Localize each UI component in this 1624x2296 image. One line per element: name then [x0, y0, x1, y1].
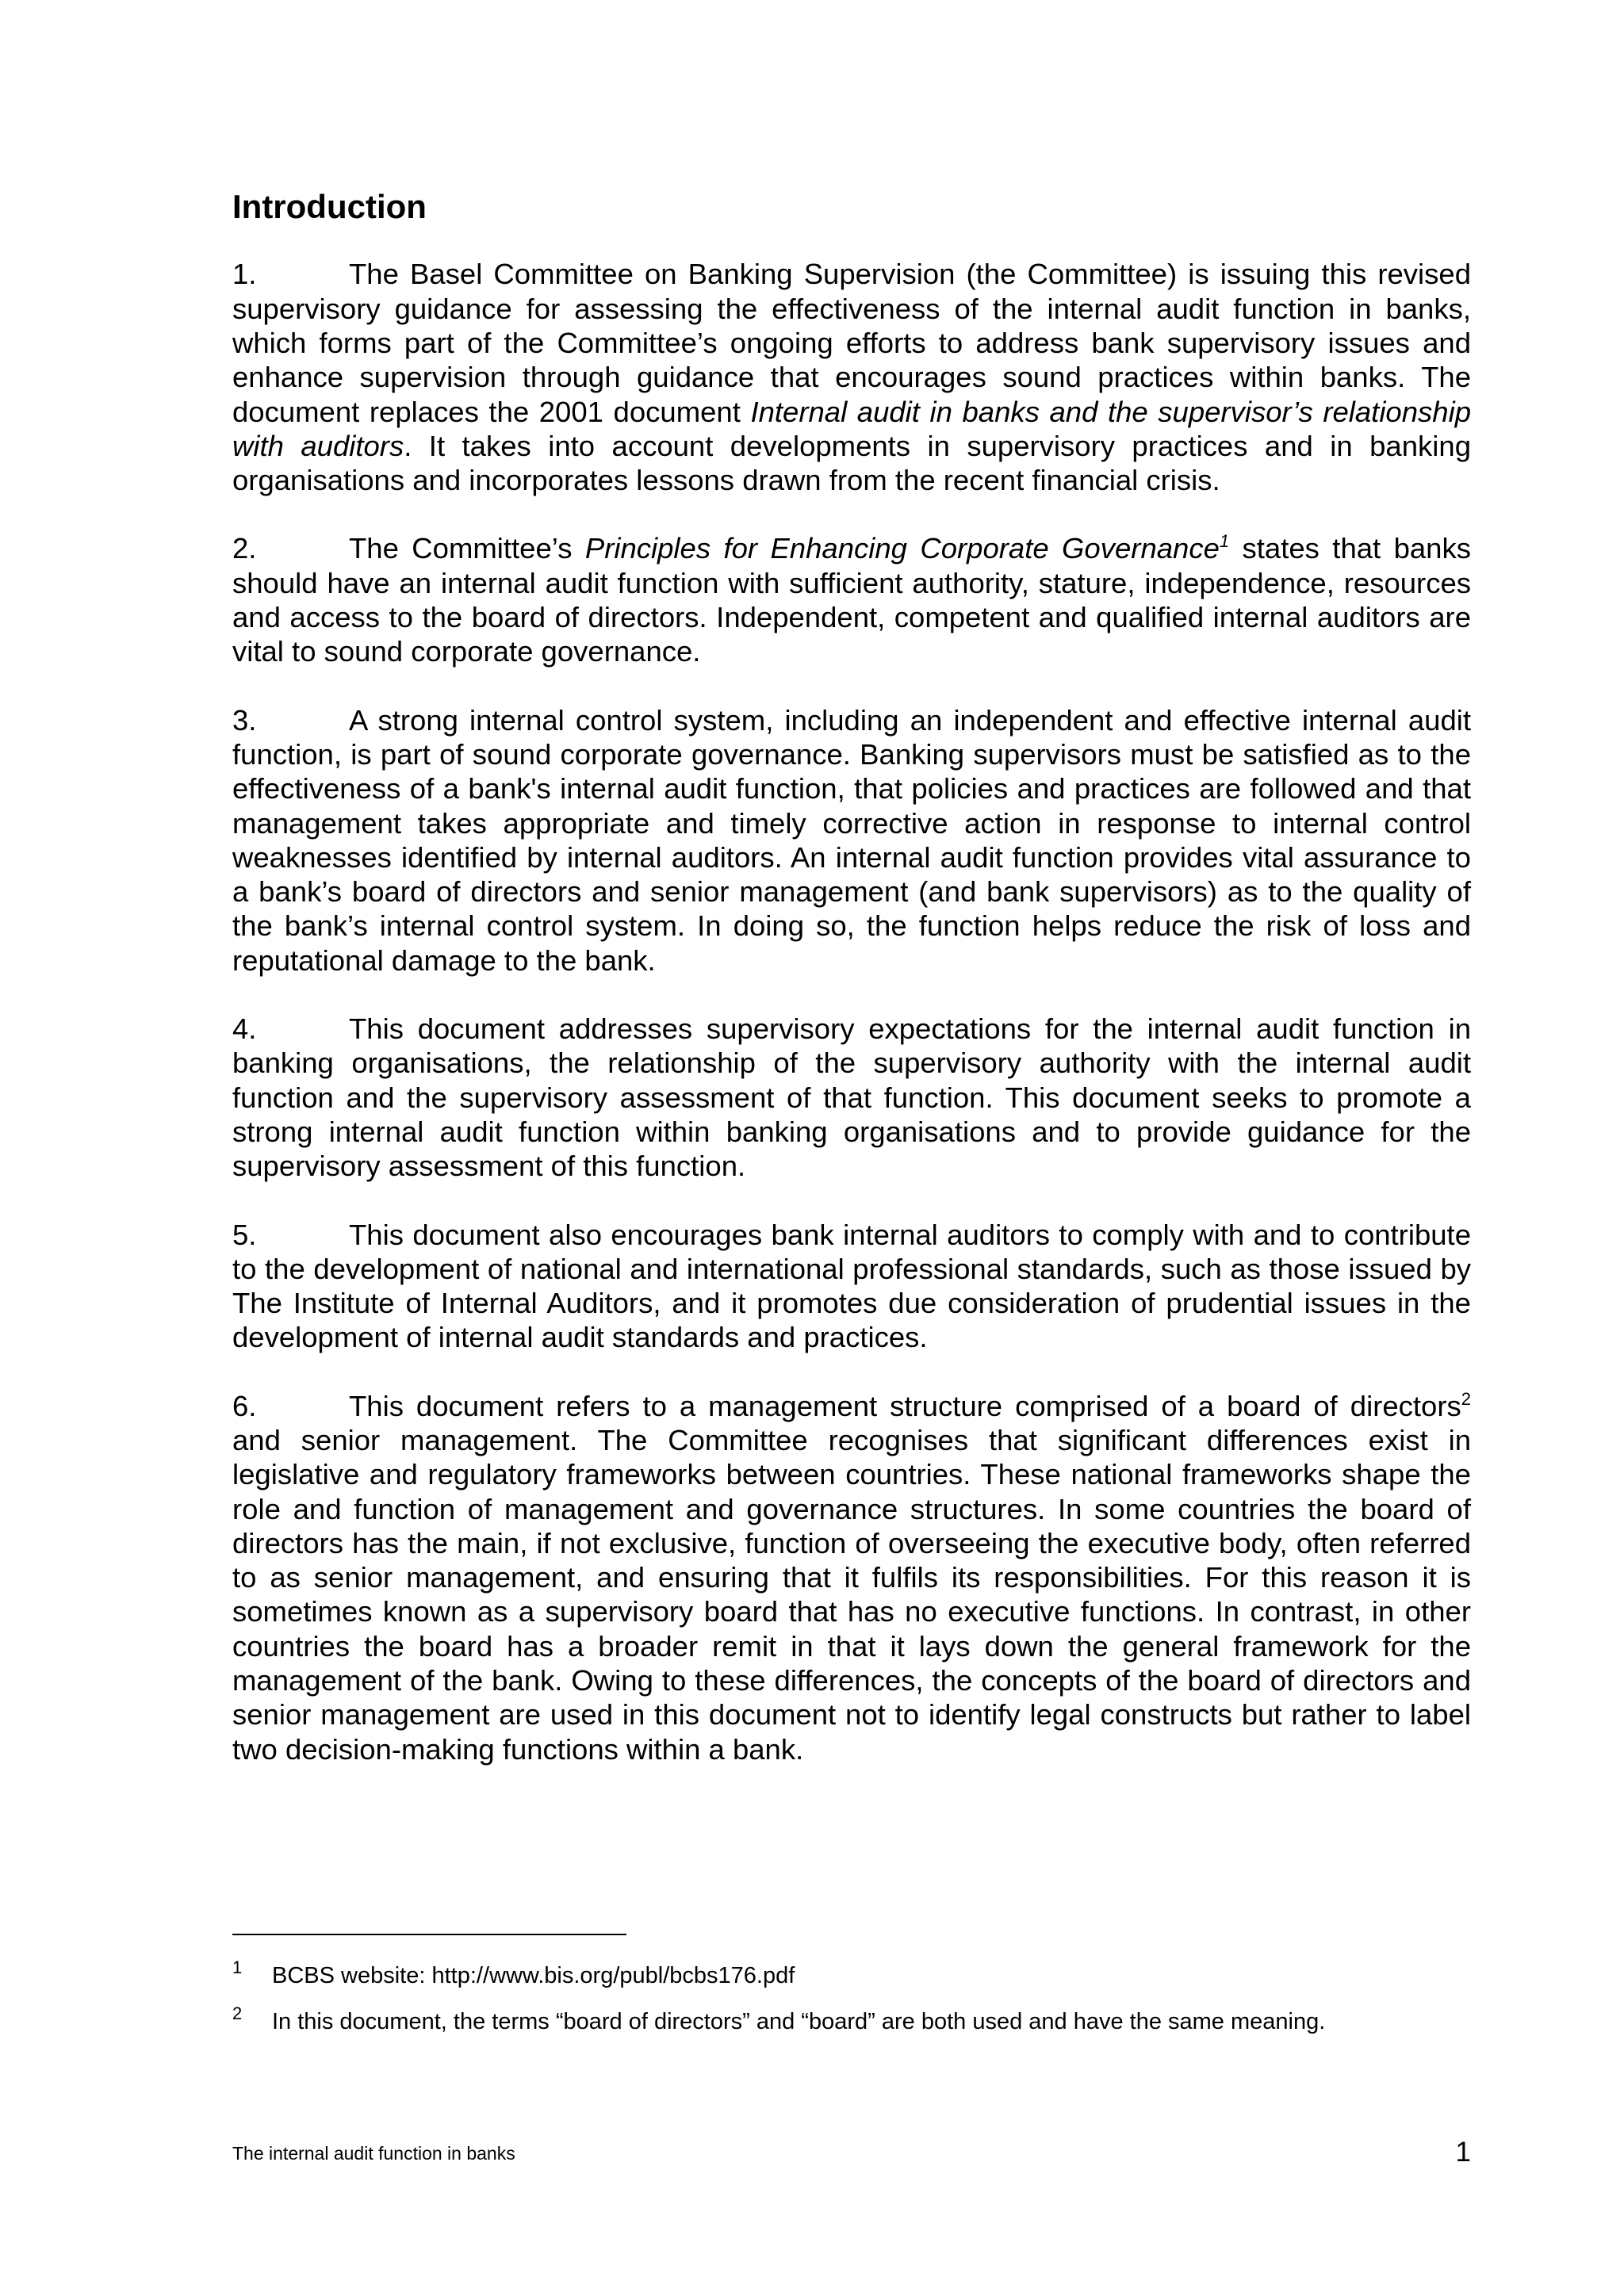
paragraph-number: 2. — [232, 532, 257, 565]
paragraph-2 — [232, 531, 1471, 668]
paragraph-text: This document refers to a management structure comprised of a board of directors — [349, 1389, 1461, 1422]
paragraph-text: This document also encourages bank internal auditors to comply with and to contribute to the development of national and international professional standards, such as those issued by The Institute of Internal Auditors, and it promotes due consideration of prudential issues in the development of internal audit standards and practices. — [232, 1218, 1471, 1354]
italic-title: Internal audit in banks and the supervisor’s relationship with auditors — [232, 395, 1471, 462]
paragraph-number: 6. — [232, 1389, 257, 1422]
paragraph-text: states that banks should have an internal audit function with sufficient authority, stature, independence, resources and access to the board of directors. Independent, competent and qualified internal auditors are vital to sound corporate governance. — [232, 532, 1471, 668]
footnote-separator — [232, 1934, 626, 1935]
paragraph-number: 4. — [232, 1012, 257, 1046]
paragraph-number: 3. — [232, 703, 257, 737]
paragraph-text: and senior management. The Committee recognises that significant differences exist in legislative and regulatory frameworks between countries. These national frameworks shape the role and function of management and governance structures. In some countries the board of directors has the main, if not exclusive, function of overseeing the executive body, often referred to as senior management, and ensuring that it fulfils its responsibilities. For this reason it is sometimes known as a supervisory board that has no executive functions. In contrast, in other countries the board has a broader remit in that it lays down the general framework for the management of the bank. Owing to these differences, the concepts of the board of directors and senior management are used in this document not to identify legal constructs but rather to label two decision-making functions within a bank. — [232, 1424, 1471, 1766]
paragraph-text: The Committee’s — [349, 532, 585, 565]
section-heading: Introduction — [232, 188, 427, 225]
italic-title: Principles for Enhancing Corporate Governance — [584, 532, 1220, 565]
paragraph-text: This document addresses supervisory expectations for the internal audit function in banking organisations, the relationship of the supervisory authority with the internal audit function and the supervisory assessment of that function. This document seeks to promote a strong internal audit function within banking organisations and to provide guidance for the supervisory assessment of this function. — [232, 1012, 1471, 1183]
paragraph-text: A strong internal control system, including an independent and effective internal audit function, is part of sound corporate governance. Banking supervisors must be satisfied as to the effectiveness of a bank's internal audit function, that policies and practices are followed and that management takes appropriate and timely corrective action in response to internal control weaknesses identified by internal auditors. An internal audit function provides vital assurance to a bank’s board of directors and senior management (and bank supervisors) as to the quality of the bank’s internal control system. In doing so, the function helps reduce the risk of loss and reputational damage to the bank. — [232, 703, 1471, 977]
paragraph-4 — [232, 1012, 1471, 1183]
footnote-list — [232, 1957, 1471, 2054]
footnote-1 — [232, 1957, 1471, 1989]
paragraph-number: 5. — [232, 1218, 257, 1251]
paragraph-text: . It takes into account developments in supervisory practices and in banking organisations and incorporates lessons drawn from the recent financial crisis. — [232, 429, 1471, 497]
footnote-text: BCBS website: http://www.bis.org/publ/bcbs176.pdf — [272, 1963, 795, 1988]
page-footer — [232, 2137, 1471, 2168]
paragraph-number: 1. — [232, 258, 257, 291]
footnote-reference: 1 — [1219, 531, 1230, 552]
paragraph-text: The Basel Committee on Banking Supervision (the Committee) is issuing this revised supervisory guidance for assessing the effectiveness of the internal audit function in banks, which forms part of the Committee’s ongoing efforts to address bank supervisory issues and enhance supervision through guidance that encourages sound practices within banks. The document replaces the 2001 document — [232, 258, 1471, 428]
footer-title: The internal audit function in banks — [232, 2143, 515, 2164]
paragraph-6 — [232, 1389, 1471, 1766]
footnote-text: In this document, the terms “board of directors” and “board” are both used and have the same meaning. — [272, 2009, 1326, 2034]
footnote-2 — [232, 2003, 1471, 2035]
paragraph-3 — [232, 703, 1471, 978]
footnote-reference: 2 — [1461, 1388, 1471, 1409]
page-number: 1 — [1455, 2137, 1471, 2168]
paragraph-1 — [232, 257, 1471, 497]
footnote-number: 1 — [232, 1957, 243, 1977]
paragraph-list — [232, 257, 1471, 1766]
document-body — [232, 187, 1471, 1800]
paragraph-5 — [232, 1218, 1471, 1355]
footnote-number: 2 — [232, 2003, 243, 2023]
